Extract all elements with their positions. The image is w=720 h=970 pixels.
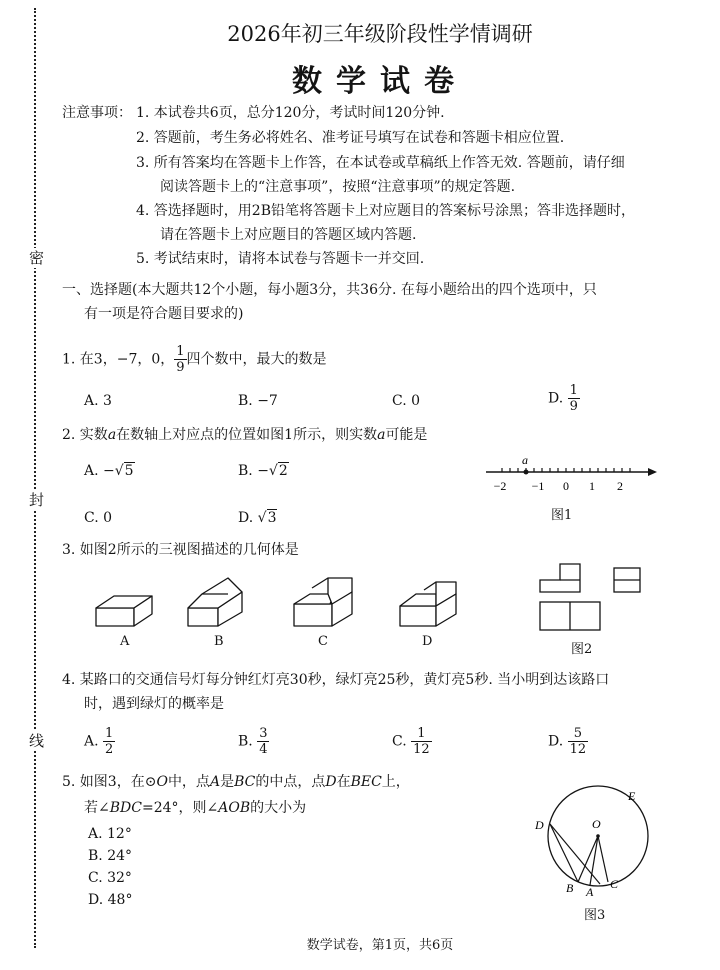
figure-2-three-views [534,560,664,640]
binding-char-feng: 封 [29,491,45,509]
point-b-label: B [566,881,574,895]
tick-label: −2 [493,479,507,493]
section-1-heading-cont: 有一项是符合题目要求的) [84,306,244,322]
q5-option-d: D. 48° [88,892,133,908]
q2-option-b: B. −√2 [238,463,288,479]
page-footer: 数学试卷，第1页，共6页 [306,938,454,953]
q5-option-b: B. 24° [88,848,133,864]
q1-option-a: A. 3 [84,393,112,409]
figure-1-caption: 图1 [551,508,573,523]
notice-item-3: 3. 所有答案均在答题卡上作答，在本试卷或草稿纸上作答无效. 答题前，请仔细 [136,155,625,171]
q2-option-c: C. 0 [84,510,113,526]
q1-option-d: D. $\frac{1}{9}$ [548,383,578,414]
notice-item-2: 2. 答题前，考生务必将姓名、准考证号填写在试卷和答题卡相应位置. [136,130,565,146]
question-1-stem: 1. 在3，−7，0， $\frac{1}{9}$ 四个数中，最大的数是 [62,344,327,375]
solid-label-c: C [318,634,328,649]
solid-label-d: D [422,634,433,649]
point-c-label: C [610,877,619,891]
binding-char-mi: 密 [29,249,45,267]
q1-option-c: C. 0 [392,393,421,409]
notice-item-4-cont: 请在答题卡上对应题目的答题区域内答题. [160,227,417,243]
notice-item-4: 4. 答选择题时，用2B铅笔将答题卡上对应题目的答案标号涂黑；答非选择题时， [136,203,636,219]
solid-label-b: B [214,634,224,649]
binding-char-xian: 线 [29,732,45,750]
tick-label: 1 [589,479,595,493]
q4-option-b: B. $\frac{3}{4}$ [238,726,268,757]
point-a-label: A [586,885,594,899]
figure-3-solids [90,572,470,634]
tick-label: 2 [617,479,623,493]
q4-option-c: C. $\frac{1}{12}$ [392,726,430,757]
q5-option-c: C. 32° [88,870,132,886]
q4-option-a: A. $\frac{1}{2}$ [84,726,114,757]
fraction: $\frac{1}{9}$ [176,344,185,375]
section-1-heading: 一、选择题(本大题共12个小题，每小题3分，共36分. 在每小题给出的四个选项中，只 [62,282,597,298]
notice-item-5: 5. 考试结束时，请将本试卷与答题卡一并交回. [136,251,425,267]
notice-item-1: 1. 本试卷共6页，总分120分，考试时间120分钟. [136,105,445,121]
q5-option-a: A. 12° [88,826,132,842]
binding-dotted-line [34,8,36,948]
question-4-stem-cont: 时，遇到绿灯的概率是 [84,696,224,712]
tick-label: −1 [531,479,545,493]
point-e-label: E [628,789,636,803]
question-5-stem-cont: 若∠BDC=24°，则∠AOB的大小为 [84,800,307,816]
point-a [524,470,529,475]
figure-3-circle [528,780,668,900]
point-d-label: D [535,818,544,832]
point-a-label: a [522,453,528,467]
question-2-stem: 2. 实数a在数轴上对应点的位置如图1所示，则实数a可能是 [62,427,428,443]
notice-label: 注意事项： [62,105,132,121]
q2-option-d: D. √3 [238,510,277,526]
question-4-stem: 4. 某路口的交通信号灯每分钟红灯亮30秒，绿灯亮25秒，黄灯亮5秒. 当小明到达该路口 [62,672,610,688]
question-5-stem: 5. 如图3，在⊙O中，点A是BC的中点，点D在BEC上， [62,774,410,790]
figure-1-number-line [480,450,660,500]
solid-label-a: A [120,634,130,649]
q4-option-d: D. $\frac{5}{12}$ [548,726,587,757]
q2-option-a: A. −√5 [84,463,134,479]
notice-item-3-cont: 阅读答题卡上的“注意事项”，按照“注意事项”的规定答题. [160,179,516,195]
question-3-stem: 3. 如图2所示的三视图描述的几何体是 [62,542,299,558]
tick-label: 0 [563,479,569,493]
figure-2-caption: 图2 [571,642,593,657]
q1-option-b: B. −7 [238,393,278,409]
exam-title: 2026年初三年级阶段性学情调研 [227,22,533,46]
figure-3-caption: 图3 [584,908,606,923]
subject-title: 数学试卷 [292,64,468,99]
point-o-label: O [592,817,601,831]
